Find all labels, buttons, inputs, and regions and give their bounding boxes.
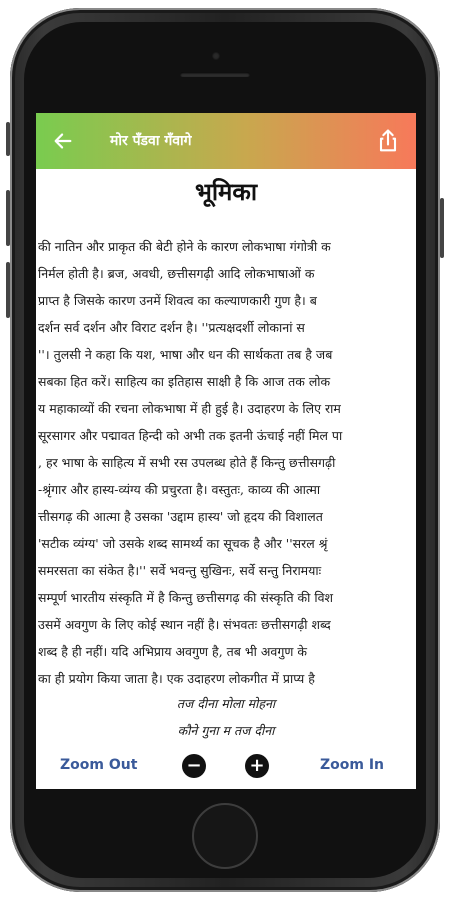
text-line: त्तीसगढ़ की आत्मा है उसका 'उद्दाम हास्य' जो हृदय की विशालत bbox=[38, 509, 323, 524]
text-line: ''। तुलसी ने कहा कि यश, भाषा और धन की सार्थकता तब है जब bbox=[38, 347, 333, 362]
share-icon bbox=[374, 127, 402, 155]
app-title: मोर पँडवा गँवागे bbox=[110, 133, 192, 149]
page-heading: भूमिका bbox=[194, 177, 258, 206]
mute-switch bbox=[6, 122, 10, 156]
volume-down-button bbox=[6, 262, 10, 318]
text-line: प्राप्त है जिसके कारण उनमें शिवत्व का कल्याणकारी गुण है। ब bbox=[38, 293, 317, 308]
plus-circle-icon: + bbox=[249, 755, 265, 776]
document-page[interactable] bbox=[36, 169, 416, 749]
back-button[interactable] bbox=[50, 128, 76, 154]
text-line: -श्रृंगार और हास्य-व्यंग्य की प्रचुरता है। वस्तुतः, काव्य की आत्मा bbox=[38, 482, 321, 497]
front-camera bbox=[212, 52, 220, 60]
zoom-in-button[interactable] bbox=[245, 754, 269, 778]
text-line: य महाकाव्यों की रचना लोकभाषा में ही हुई है। उदाहरण के लिए राम bbox=[38, 401, 341, 416]
zoom-in-link[interactable]: Zoom In bbox=[320, 757, 385, 773]
zoom-out-button[interactable] bbox=[182, 754, 206, 778]
text-line: का ही प्रयोग किया जाता है। एक उदाहरण लोकगीत में प्राप्य है bbox=[38, 671, 315, 686]
app-screen bbox=[36, 113, 416, 789]
text-line: समरसता का संकेत है।'' सर्वे भवन्तु सुखिनः, सर्वे सन्तु निरामयाः bbox=[38, 563, 322, 578]
text-line: दर्शन सर्व दर्शन और विराट दर्शन है। ''प्रत्यक्षदर्शी लोकानां स bbox=[38, 320, 305, 335]
text-line: शब्द है ही नहीं। यदि अभिप्राय अवगुण है, तब भी अवगुण के bbox=[38, 644, 308, 659]
home-button[interactable] bbox=[192, 803, 258, 869]
app-bar bbox=[36, 113, 416, 169]
text-line: सबका हित करें। साहित्य का इतिहास साक्षी है कि आज तक लोक bbox=[38, 374, 331, 389]
text-line: की नातिन और प्राकृत की बेटी होने के कारण लोकभाषा गंगोत्री क bbox=[38, 239, 331, 254]
verse-line: कौने गुना म तज दीना bbox=[177, 723, 275, 738]
volume-up-button bbox=[6, 190, 10, 246]
text-line: सूरसागर और पद्मावत हिन्दी को अभी तक इतनी ऊंचाई नहीं मिल पा bbox=[38, 428, 343, 443]
text-line: 'सटीक व्यंग्य' जो उसके शब्द सामर्थ्य का सूचक है और ''सरल श्रृं bbox=[38, 536, 328, 551]
earpiece-speaker bbox=[180, 72, 250, 77]
body-text bbox=[36, 233, 416, 692]
share-button[interactable] bbox=[374, 127, 402, 155]
zoom-out-link[interactable]: Zoom Out bbox=[60, 757, 138, 773]
verse-line: तज दीना मोला मोहना bbox=[176, 696, 276, 711]
minus-circle-icon: − bbox=[186, 755, 202, 776]
text-line: निर्मल होती है। ब्रज, अवधी, छत्तीसगढ़ी आदि लोकभाषाओं क bbox=[38, 266, 315, 281]
text-line: उसमें अवगुण के लिए कोई स्थान नहीं है। संभवतः छत्तीसगढ़ी शब्द bbox=[38, 617, 331, 632]
arrow-left-icon bbox=[52, 130, 74, 152]
text-line: , हर भाषा के साहित्य में सभी रस उपलब्ध होते हैं किन्तु छत्तीसगढ़ी bbox=[38, 455, 336, 470]
text-line: सम्पूर्ण भारतीय संस्कृति में है किन्तु छत्तीसगढ़ की संस्कृति की विश bbox=[38, 590, 334, 605]
power-button bbox=[440, 198, 444, 258]
zoom-bar bbox=[36, 749, 416, 785]
